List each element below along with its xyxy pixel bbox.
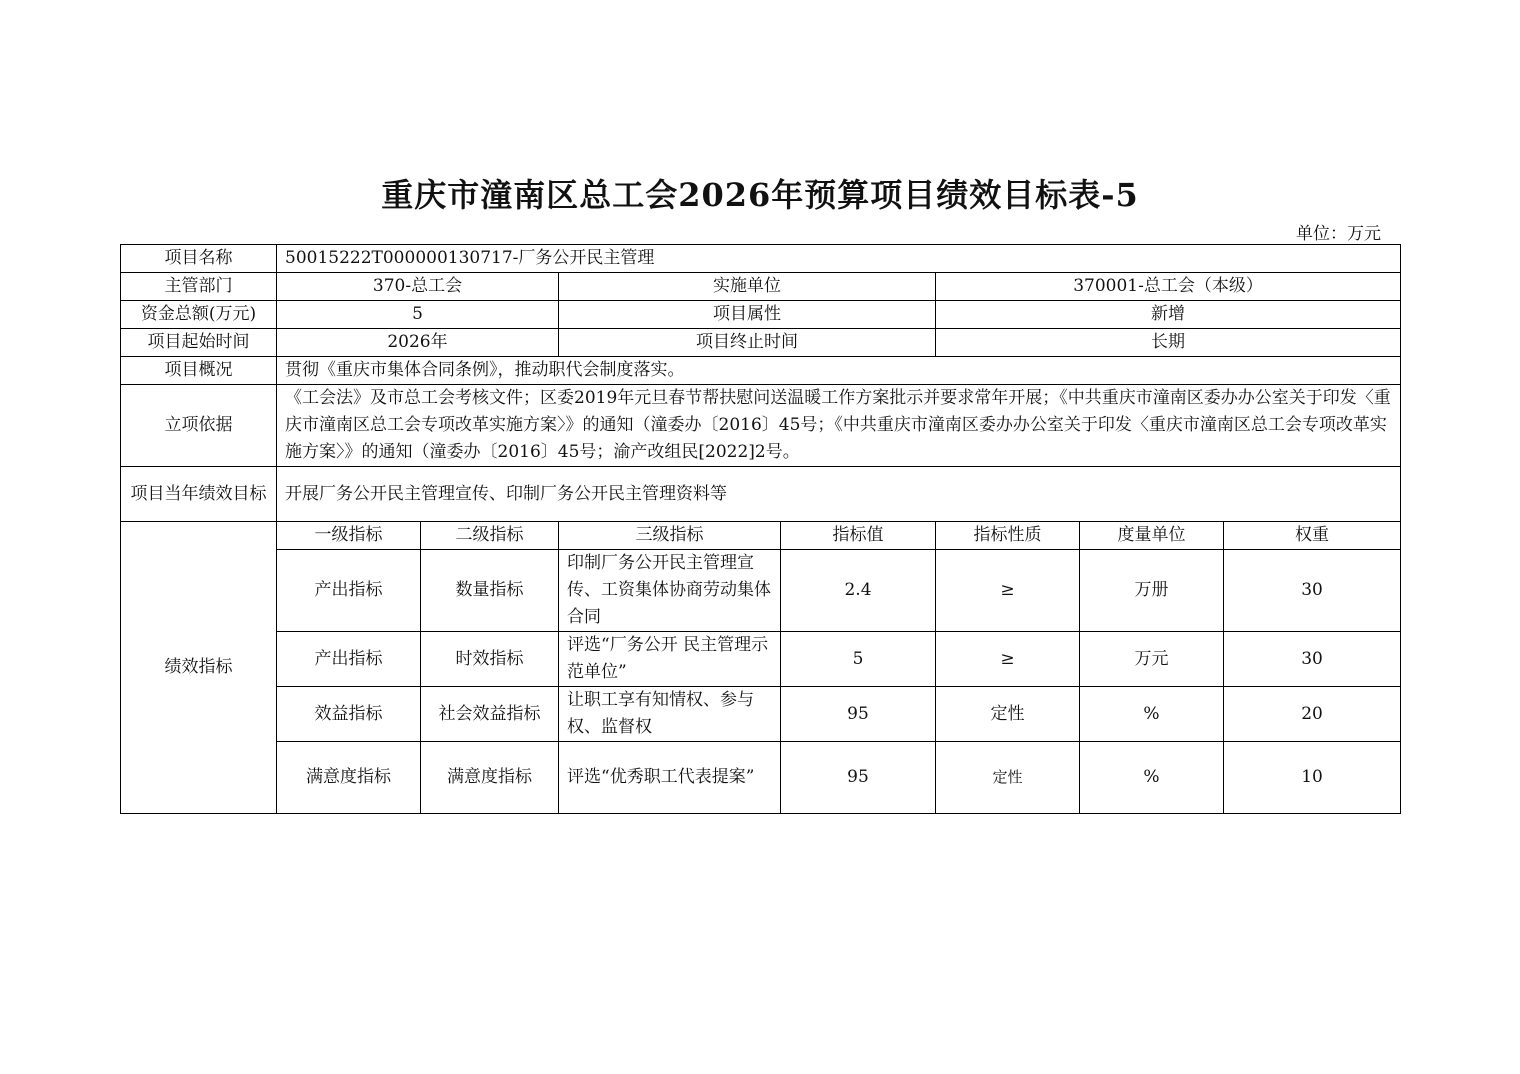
basis-row xyxy=(121,385,1401,467)
level3-cell: 让职工享有知情权、参与权、监督权 xyxy=(559,687,781,742)
weight-cell: 30 xyxy=(1224,550,1401,632)
level2-cell: 数量指标 xyxy=(421,550,559,632)
nature-cell: 定性 xyxy=(936,742,1080,814)
level2-cell: 社会效益指标 xyxy=(421,687,559,742)
unit-label: 单位：万元 xyxy=(1296,224,1381,244)
value-cell: 5 xyxy=(781,632,936,687)
level3-cell: 印制厂务公开民主管理宣传、工资集体协商劳动集体合同 xyxy=(559,550,781,632)
indicators-section-label: 绩效指标 xyxy=(121,522,277,814)
value-cell: 95 xyxy=(781,742,936,814)
weight-cell: 10 xyxy=(1224,742,1401,814)
header-nature: 指标性质 xyxy=(936,522,1080,550)
dept-label: 主管部门 xyxy=(121,273,277,301)
dept-row xyxy=(121,273,1401,301)
unit-cell: 万元 xyxy=(1080,632,1224,687)
level2-cell: 时效指标 xyxy=(421,632,559,687)
funds-row xyxy=(121,301,1401,329)
unit-cell: % xyxy=(1080,742,1224,814)
indicator-header-row xyxy=(121,522,1401,550)
basis-value: 《工会法》及市总工会考核文件；区委2019年元旦春节帮扶慰问送温暖工作方案批示并要求常年开展；《中共重庆市潼南区委办办公室关于印发〈重庆市潼南区总工会专项改革实施方案〉》的通知（潼委办〔2016〕45号；《中共重庆市潼南区委办办公室关于印发〈重庆市潼南区总工会专项改革实施方案〉》的通知（潼委办〔2016〕45号；渝产改组民[2022]2号。 xyxy=(277,385,1401,467)
nature-cell: ≥ xyxy=(936,632,1080,687)
level1-cell: 产出指标 xyxy=(277,550,421,632)
weight-cell: 30 xyxy=(1224,632,1401,687)
level3-cell: 评选“优秀职工代表提案” xyxy=(559,742,781,814)
header-value: 指标值 xyxy=(781,522,936,550)
impl-label: 实施单位 xyxy=(559,273,936,301)
overview-label: 项目概况 xyxy=(121,357,277,385)
goal-label: 项目当年绩效目标 xyxy=(121,467,277,522)
header-level3: 三级指标 xyxy=(559,522,781,550)
end-value: 长期 xyxy=(936,329,1401,357)
table-row xyxy=(121,550,1401,632)
basis-label: 立项依据 xyxy=(121,385,277,467)
performance-table xyxy=(120,244,1401,814)
project-name-row xyxy=(121,245,1401,273)
dept-value: 370-总工会 xyxy=(277,273,559,301)
level1-cell: 效益指标 xyxy=(277,687,421,742)
goal-row xyxy=(121,467,1401,522)
level3-cell: 评选“厂务公开 民主管理示范单位” xyxy=(559,632,781,687)
overview-row xyxy=(121,357,1401,385)
nature-cell: ≥ xyxy=(936,550,1080,632)
level1-cell: 满意度指标 xyxy=(277,742,421,814)
attr-label: 项目属性 xyxy=(559,301,936,329)
header-level1: 一级指标 xyxy=(277,522,421,550)
nature-cell: 定性 xyxy=(936,687,1080,742)
attr-value: 新增 xyxy=(936,301,1401,329)
funds-label: 资金总额(万元) xyxy=(121,301,277,329)
table-row xyxy=(121,687,1401,742)
project-name-value: 50015222T000000130717-厂务公开民主管理 xyxy=(277,245,1401,273)
start-value: 2026年 xyxy=(277,329,559,357)
table-row xyxy=(121,742,1401,814)
header-weight: 权重 xyxy=(1224,522,1401,550)
page-title: 重庆市潼南区总工会2026年预算项目绩效目标表-5 xyxy=(381,176,1139,214)
value-cell: 95 xyxy=(781,687,936,742)
end-label: 项目终止时间 xyxy=(559,329,936,357)
table-row xyxy=(121,632,1401,687)
funds-value: 5 xyxy=(277,301,559,329)
start-label: 项目起始时间 xyxy=(121,329,277,357)
unit-cell: 万册 xyxy=(1080,550,1224,632)
weight-cell: 20 xyxy=(1224,687,1401,742)
level1-cell: 产出指标 xyxy=(277,632,421,687)
impl-value: 370001-总工会（本级） xyxy=(936,273,1401,301)
goal-value: 开展厂务公开民主管理宣传、印制厂务公开民主管理资料等 xyxy=(277,467,1401,522)
header-unit: 度量单位 xyxy=(1080,522,1224,550)
level2-cell: 满意度指标 xyxy=(421,742,559,814)
unit-cell: % xyxy=(1080,687,1224,742)
header-level2: 二级指标 xyxy=(421,522,559,550)
project-name-label: 项目名称 xyxy=(121,245,277,273)
time-row xyxy=(121,329,1401,357)
overview-value: 贯彻《重庆市集体合同条例》，推动职代会制度落实。 xyxy=(277,357,1401,385)
value-cell: 2.4 xyxy=(781,550,936,632)
